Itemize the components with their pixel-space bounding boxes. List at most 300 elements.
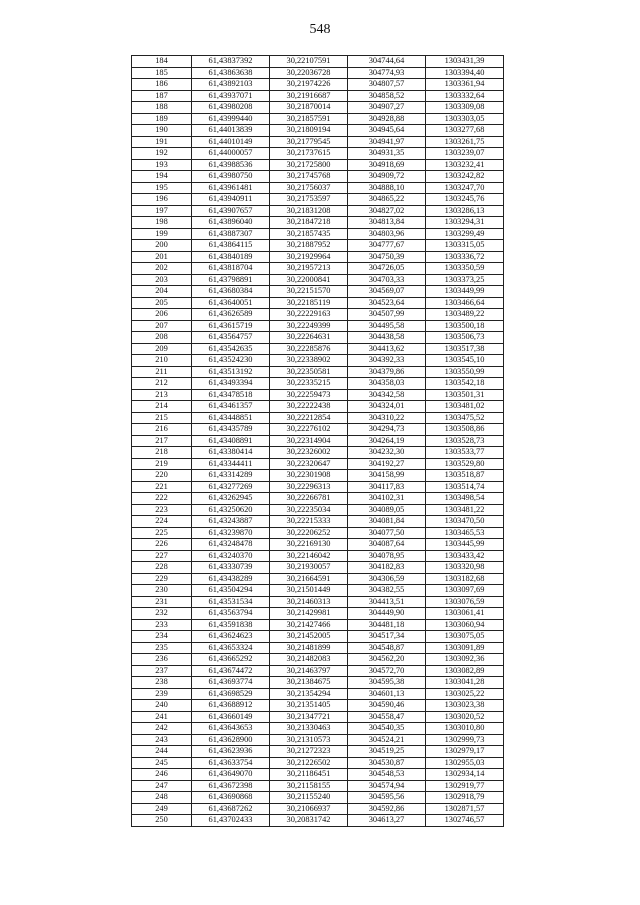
y-coordinate-cell: 1302746,57 [426,815,504,827]
longitude-cell: 30,22249399 [270,320,348,332]
table-row [132,228,504,240]
table-row [132,366,504,378]
point-number-cell: 224 [132,516,192,528]
y-coordinate-cell: 1303010,80 [426,723,504,735]
latitude-cell: 61,43640051 [192,297,270,309]
longitude-cell: 30,22259473 [270,389,348,401]
x-coordinate-cell: 304264,19 [348,435,426,447]
point-number-cell: 194 [132,171,192,183]
table-row [132,481,504,493]
point-number-cell: 240 [132,700,192,712]
longitude-cell: 30,21384675 [270,677,348,689]
y-coordinate-cell: 1303508,86 [426,424,504,436]
x-coordinate-cell: 304807,57 [348,79,426,91]
y-coordinate-cell: 1303529,80 [426,458,504,470]
point-number-cell: 236 [132,654,192,666]
y-coordinate-cell: 1303481,02 [426,401,504,413]
y-coordinate-cell: 1303550,99 [426,366,504,378]
table-row [132,274,504,286]
longitude-cell: 30,22222438 [270,401,348,413]
x-coordinate-cell: 304078,95 [348,550,426,562]
table-row [132,608,504,620]
x-coordinate-cell: 304087,64 [348,539,426,551]
point-number-cell: 219 [132,458,192,470]
latitude-cell: 61,43687262 [192,803,270,815]
x-coordinate-cell: 304413,51 [348,596,426,608]
point-number-cell: 211 [132,366,192,378]
longitude-cell: 30,21809194 [270,125,348,137]
y-coordinate-cell: 1303350,59 [426,263,504,275]
latitude-cell: 61,43665292 [192,654,270,666]
longitude-cell: 30,21779545 [270,136,348,148]
point-number-cell: 217 [132,435,192,447]
table-row [132,516,504,528]
latitude-cell: 61,43344411 [192,458,270,470]
longitude-cell: 30,21974226 [270,79,348,91]
point-number-cell: 215 [132,412,192,424]
longitude-cell: 30,21929964 [270,251,348,263]
y-coordinate-cell: 1303533,77 [426,447,504,459]
x-coordinate-cell: 304358,03 [348,378,426,390]
table-row [132,332,504,344]
y-coordinate-cell: 1303361,94 [426,79,504,91]
longitude-cell: 30,21745768 [270,171,348,183]
table-row [132,711,504,723]
longitude-cell: 30,21664591 [270,573,348,585]
table-row [132,815,504,827]
table-row [132,435,504,447]
x-coordinate-cell: 304306,59 [348,573,426,585]
table-row [132,539,504,551]
x-coordinate-cell: 304592,86 [348,803,426,815]
y-coordinate-cell: 1303475,52 [426,412,504,424]
table-row [132,746,504,758]
latitude-cell: 61,43653324 [192,642,270,654]
point-number-cell: 225 [132,527,192,539]
table-row [132,470,504,482]
longitude-cell: 30,22285876 [270,343,348,355]
y-coordinate-cell: 1303261,75 [426,136,504,148]
x-coordinate-cell: 304449,90 [348,608,426,620]
x-coordinate-cell: 304774,93 [348,67,426,79]
longitude-cell: 30,21347721 [270,711,348,723]
latitude-cell: 61,43493394 [192,378,270,390]
latitude-cell: 61,43240370 [192,550,270,562]
x-coordinate-cell: 304102,31 [348,493,426,505]
y-coordinate-cell: 1303075,05 [426,631,504,643]
table-row [132,136,504,148]
y-coordinate-cell: 1303498,54 [426,493,504,505]
point-number-cell: 242 [132,723,192,735]
x-coordinate-cell: 304601,13 [348,688,426,700]
point-number-cell: 234 [132,631,192,643]
y-coordinate-cell: 1303315,05 [426,240,504,252]
x-coordinate-cell: 304413,62 [348,343,426,355]
point-number-cell: 235 [132,642,192,654]
x-coordinate-cell: 304750,39 [348,251,426,263]
longitude-cell: 30,22350581 [270,366,348,378]
longitude-cell: 30,22169130 [270,539,348,551]
point-number-cell: 243 [132,734,192,746]
x-coordinate-cell: 304089,05 [348,504,426,516]
y-coordinate-cell: 1303182,68 [426,573,504,585]
table-row [132,182,504,194]
coordinates-table [131,55,504,827]
table-row [132,562,504,574]
point-number-cell: 190 [132,125,192,137]
y-coordinate-cell: 1303545,10 [426,355,504,367]
latitude-cell: 61,43818704 [192,263,270,275]
y-coordinate-cell: 1303061,41 [426,608,504,620]
table-row [132,263,504,275]
latitude-cell: 61,43672398 [192,780,270,792]
x-coordinate-cell: 304907,27 [348,102,426,114]
table-row [132,297,504,309]
longitude-cell: 30,22151570 [270,286,348,298]
x-coordinate-cell: 304572,70 [348,665,426,677]
latitude-cell: 61,43940911 [192,194,270,206]
table-row [132,688,504,700]
latitude-cell: 61,43660149 [192,711,270,723]
latitude-cell: 61,43564757 [192,332,270,344]
latitude-cell: 61,43408891 [192,435,270,447]
point-number-cell: 214 [132,401,192,413]
longitude-cell: 30,21155240 [270,792,348,804]
x-coordinate-cell: 304941,97 [348,136,426,148]
y-coordinate-cell: 1303239,07 [426,148,504,160]
point-number-cell: 222 [132,493,192,505]
point-number-cell: 218 [132,447,192,459]
longitude-cell: 30,21066937 [270,803,348,815]
latitude-cell: 61,43896040 [192,217,270,229]
y-coordinate-cell: 1303023,38 [426,700,504,712]
point-number-cell: 233 [132,619,192,631]
latitude-cell: 61,43513192 [192,366,270,378]
longitude-cell: 30,21158155 [270,780,348,792]
table-row [132,619,504,631]
table-row [132,401,504,413]
point-number-cell: 209 [132,343,192,355]
x-coordinate-cell: 304595,38 [348,677,426,689]
longitude-cell: 30,22229163 [270,309,348,321]
table-row [132,596,504,608]
y-coordinate-cell: 1303506,73 [426,332,504,344]
x-coordinate-cell: 304310,22 [348,412,426,424]
x-coordinate-cell: 304548,53 [348,769,426,781]
latitude-cell: 61,43243887 [192,516,270,528]
x-coordinate-cell: 304507,99 [348,309,426,321]
point-number-cell: 210 [132,355,192,367]
y-coordinate-cell: 1303466,64 [426,297,504,309]
longitude-cell: 30,22206252 [270,527,348,539]
longitude-cell: 30,22296313 [270,481,348,493]
point-number-cell: 193 [132,159,192,171]
y-coordinate-cell: 1303433,42 [426,550,504,562]
table-row [132,90,504,102]
latitude-cell: 61,43624623 [192,631,270,643]
point-number-cell: 189 [132,113,192,125]
table-row [132,780,504,792]
x-coordinate-cell: 304158,99 [348,470,426,482]
x-coordinate-cell: 304590,46 [348,700,426,712]
point-number-cell: 196 [132,194,192,206]
y-coordinate-cell: 1303336,72 [426,251,504,263]
y-coordinate-cell: 1303025,22 [426,688,504,700]
longitude-cell: 30,21756037 [270,182,348,194]
longitude-cell: 30,22276102 [270,424,348,436]
point-number-cell: 188 [132,102,192,114]
longitude-cell: 30,21452005 [270,631,348,643]
latitude-cell: 61,43478518 [192,389,270,401]
x-coordinate-cell: 304931,35 [348,148,426,160]
coordinates-table-body [132,56,504,827]
latitude-cell: 61,43438289 [192,573,270,585]
point-number-cell: 213 [132,389,192,401]
point-number-cell: 226 [132,539,192,551]
x-coordinate-cell: 304530,87 [348,757,426,769]
latitude-cell: 61,43643653 [192,723,270,735]
latitude-cell: 61,43980750 [192,171,270,183]
longitude-cell: 30,21354294 [270,688,348,700]
x-coordinate-cell: 304192,27 [348,458,426,470]
latitude-cell: 61,43448851 [192,412,270,424]
latitude-cell: 61,43999440 [192,113,270,125]
x-coordinate-cell: 304382,55 [348,585,426,597]
longitude-cell: 30,22146042 [270,550,348,562]
longitude-cell: 30,22301908 [270,470,348,482]
point-number-cell: 229 [132,573,192,585]
point-number-cell: 212 [132,378,192,390]
table-row [132,734,504,746]
latitude-cell: 61,43702433 [192,815,270,827]
y-coordinate-cell: 1303517,38 [426,343,504,355]
x-coordinate-cell: 304595,56 [348,792,426,804]
longitude-cell: 30,21870014 [270,102,348,114]
y-coordinate-cell: 1303500,18 [426,320,504,332]
latitude-cell: 61,43250620 [192,504,270,516]
latitude-cell: 61,43542635 [192,343,270,355]
latitude-cell: 61,43626589 [192,309,270,321]
x-coordinate-cell: 304519,25 [348,746,426,758]
y-coordinate-cell: 1303092,36 [426,654,504,666]
table-row [132,585,504,597]
latitude-cell: 61,43248478 [192,539,270,551]
x-coordinate-cell: 304777,67 [348,240,426,252]
point-number-cell: 204 [132,286,192,298]
longitude-cell: 30,22215333 [270,516,348,528]
longitude-cell: 30,22185119 [270,297,348,309]
longitude-cell: 30,22264631 [270,332,348,344]
longitude-cell: 30,21330463 [270,723,348,735]
x-coordinate-cell: 304803,96 [348,228,426,240]
longitude-cell: 30,21857435 [270,228,348,240]
table-row [132,378,504,390]
longitude-cell: 30,20831742 [270,815,348,827]
y-coordinate-cell: 1303449,99 [426,286,504,298]
longitude-cell: 30,22335215 [270,378,348,390]
table-row [132,792,504,804]
point-number-cell: 238 [132,677,192,689]
y-coordinate-cell: 1303242,82 [426,171,504,183]
point-number-cell: 205 [132,297,192,309]
x-coordinate-cell: 304827,02 [348,205,426,217]
point-number-cell: 208 [132,332,192,344]
table-row [132,504,504,516]
latitude-cell: 61,44000057 [192,148,270,160]
x-coordinate-cell: 304569,07 [348,286,426,298]
latitude-cell: 61,43840189 [192,251,270,263]
y-coordinate-cell: 1303247,70 [426,182,504,194]
table-row [132,113,504,125]
table-row [132,194,504,206]
y-coordinate-cell: 1303097,69 [426,585,504,597]
longitude-cell: 30,22314904 [270,435,348,447]
longitude-cell: 30,21427466 [270,619,348,631]
table-row [132,700,504,712]
x-coordinate-cell: 304294,73 [348,424,426,436]
latitude-cell: 61,43698529 [192,688,270,700]
y-coordinate-cell: 1303076,59 [426,596,504,608]
latitude-cell: 61,43688912 [192,700,270,712]
table-row [132,769,504,781]
longitude-cell: 30,21481899 [270,642,348,654]
point-number-cell: 248 [132,792,192,804]
latitude-cell: 61,43623936 [192,746,270,758]
table-row [132,251,504,263]
y-coordinate-cell: 1302918,79 [426,792,504,804]
point-number-cell: 232 [132,608,192,620]
x-coordinate-cell: 304524,21 [348,734,426,746]
longitude-cell: 30,21957213 [270,263,348,275]
table-row [132,205,504,217]
y-coordinate-cell: 1303286,13 [426,205,504,217]
latitude-cell: 61,43837392 [192,56,270,68]
table-row [132,217,504,229]
point-number-cell: 206 [132,309,192,321]
latitude-cell: 61,43615719 [192,320,270,332]
latitude-cell: 61,43961481 [192,182,270,194]
x-coordinate-cell: 304081,84 [348,516,426,528]
longitude-cell: 30,22212854 [270,412,348,424]
latitude-cell: 61,43314289 [192,470,270,482]
longitude-cell: 30,21737615 [270,148,348,160]
longitude-cell: 30,22235034 [270,504,348,516]
longitude-cell: 30,21753597 [270,194,348,206]
x-coordinate-cell: 304858,52 [348,90,426,102]
table-row [132,803,504,815]
point-number-cell: 207 [132,320,192,332]
y-coordinate-cell: 1303465,53 [426,527,504,539]
x-coordinate-cell: 304379,86 [348,366,426,378]
x-coordinate-cell: 304928,88 [348,113,426,125]
table-row [132,550,504,562]
longitude-cell: 30,22326002 [270,447,348,459]
y-coordinate-cell: 1302999,73 [426,734,504,746]
longitude-cell: 30,21847218 [270,217,348,229]
y-coordinate-cell: 1302919,77 [426,780,504,792]
y-coordinate-cell: 1303320,98 [426,562,504,574]
x-coordinate-cell: 304342,58 [348,389,426,401]
longitude-cell: 30,21186451 [270,769,348,781]
longitude-cell: 30,22000841 [270,274,348,286]
table-row [132,389,504,401]
table-row [132,355,504,367]
point-number-cell: 227 [132,550,192,562]
x-coordinate-cell: 304909,72 [348,171,426,183]
point-number-cell: 228 [132,562,192,574]
latitude-cell: 61,43863638 [192,67,270,79]
longitude-cell: 30,21725800 [270,159,348,171]
table-row [132,493,504,505]
table-row [132,527,504,539]
point-number-cell: 185 [132,67,192,79]
table-row [132,79,504,91]
latitude-cell: 61,43690868 [192,792,270,804]
x-coordinate-cell: 304726,05 [348,263,426,275]
point-number-cell: 246 [132,769,192,781]
y-coordinate-cell: 1303299,49 [426,228,504,240]
y-coordinate-cell: 1302955,03 [426,757,504,769]
x-coordinate-cell: 304481,18 [348,619,426,631]
table-row [132,447,504,459]
y-coordinate-cell: 1303091,89 [426,642,504,654]
x-coordinate-cell: 304548,87 [348,642,426,654]
y-coordinate-cell: 1303481,22 [426,504,504,516]
y-coordinate-cell: 1303041,28 [426,677,504,689]
x-coordinate-cell: 304324,01 [348,401,426,413]
longitude-cell: 30,21857591 [270,113,348,125]
y-coordinate-cell: 1303514,74 [426,481,504,493]
x-coordinate-cell: 304813,84 [348,217,426,229]
x-coordinate-cell: 304438,58 [348,332,426,344]
point-number-cell: 245 [132,757,192,769]
latitude-cell: 61,43563794 [192,608,270,620]
x-coordinate-cell: 304888,10 [348,182,426,194]
x-coordinate-cell: 304232,30 [348,447,426,459]
point-number-cell: 184 [132,56,192,68]
x-coordinate-cell: 304613,27 [348,815,426,827]
longitude-cell: 30,21887952 [270,240,348,252]
latitude-cell: 61,43504294 [192,585,270,597]
x-coordinate-cell: 304523,64 [348,297,426,309]
longitude-cell: 30,22338902 [270,355,348,367]
table-row [132,654,504,666]
latitude-cell: 61,43277269 [192,481,270,493]
point-number-cell: 186 [132,79,192,91]
y-coordinate-cell: 1303332,64 [426,90,504,102]
y-coordinate-cell: 1303394,40 [426,67,504,79]
y-coordinate-cell: 1303309,08 [426,102,504,114]
y-coordinate-cell: 1303501,31 [426,389,504,401]
point-number-cell: 220 [132,470,192,482]
latitude-cell: 61,43531534 [192,596,270,608]
table-row [132,171,504,183]
latitude-cell: 61,43239870 [192,527,270,539]
latitude-cell: 61,43262945 [192,493,270,505]
latitude-cell: 61,43693774 [192,677,270,689]
latitude-cell: 61,43680384 [192,286,270,298]
y-coordinate-cell: 1303470,50 [426,516,504,528]
longitude-cell: 30,21429981 [270,608,348,620]
x-coordinate-cell: 304495,58 [348,320,426,332]
y-coordinate-cell: 1303445,99 [426,539,504,551]
point-number-cell: 223 [132,504,192,516]
longitude-cell: 30,21501449 [270,585,348,597]
x-coordinate-cell: 304574,94 [348,780,426,792]
y-coordinate-cell: 1303542,18 [426,378,504,390]
table-row [132,723,504,735]
y-coordinate-cell: 1303431,39 [426,56,504,68]
